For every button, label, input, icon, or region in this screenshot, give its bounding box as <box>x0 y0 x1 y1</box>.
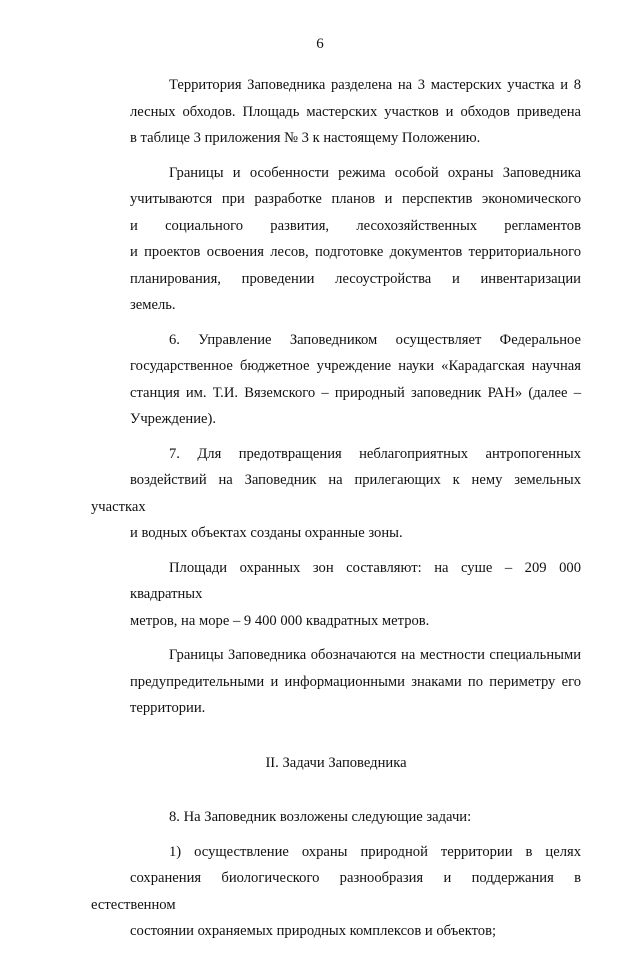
paragraph-protection-areas <box>91 555 581 635</box>
text-line: метров, на море – 9 400 000 квадратных метров. <box>130 612 430 629</box>
text-line: и проектов освоения лесов, подготовке документов территориального <box>130 244 581 260</box>
text-line: и водных объектах созданы охранные зоны. <box>130 525 403 541</box>
paragraph-boundary-signs <box>91 642 581 722</box>
paragraph-item-6 <box>91 327 581 433</box>
paragraph-boundaries <box>91 160 581 319</box>
text-line: Территория Заповедника разделена на 3 мастерских участка и 8 <box>169 77 581 93</box>
paragraph-territory <box>91 72 581 152</box>
paragraph-item-8 <box>91 804 581 831</box>
text-line: 1) осуществление охраны природной территории в целях <box>169 843 581 860</box>
text-line: 6. Управление Заповедником осуществляет Федеральное <box>169 331 581 348</box>
text-line: Учреждение). <box>130 411 217 427</box>
text-line: воздействий на Заповедник на прилегающих к нему земельных участках <box>91 472 581 515</box>
text-line: Границы и особенности режима особой охраны Заповедника <box>169 164 581 181</box>
text-line: предупредительными и информационными знаками по периметру его <box>130 673 581 690</box>
text-line: земель. <box>130 297 176 313</box>
text-line: Границы Заповедника обозначаются на местности специальными <box>169 647 581 663</box>
text-line: состоянии охраняемых природных комплексов и объектов; <box>130 923 497 939</box>
text-line: планирования, проведении лесоустройства и инвентаризации <box>130 270 581 287</box>
paragraph-item-7 <box>91 441 581 547</box>
paragraph-task-1 <box>91 839 581 945</box>
text-line: сохранения биологического разнообразия и поддержания в естественном <box>91 870 581 913</box>
document-body <box>91 72 581 953</box>
text-line: и социального развития, лесохозяйственных регламентов <box>130 217 581 234</box>
text-line: территории. <box>130 700 206 716</box>
text-line: 8. На Заповедник возложены следующие задачи: <box>169 809 472 825</box>
text-line: лесных обходов. Площадь мастерских участков и обходов приведена <box>130 103 581 120</box>
section-heading: II. Задачи Заповедника <box>265 754 407 771</box>
text-line: государственное бюджетное учреждение науки «Карадагская научная <box>130 358 581 374</box>
page-number: 6 <box>316 36 324 52</box>
text-line: Площади охранных зон составляют: на суше – 209 000 квадратных <box>130 559 581 602</box>
text-line: учитываются при разработке планов и перспектив экономического <box>130 191 581 207</box>
text-line: 7. Для предотвращения неблагоприятных антропогенных <box>169 445 581 462</box>
text-line: станция им. Т.И. Вяземского – природный заповедник РАН» (далее – <box>130 384 581 401</box>
text-line: в таблице 3 приложения № 3 к настоящему Положению. <box>130 130 481 146</box>
